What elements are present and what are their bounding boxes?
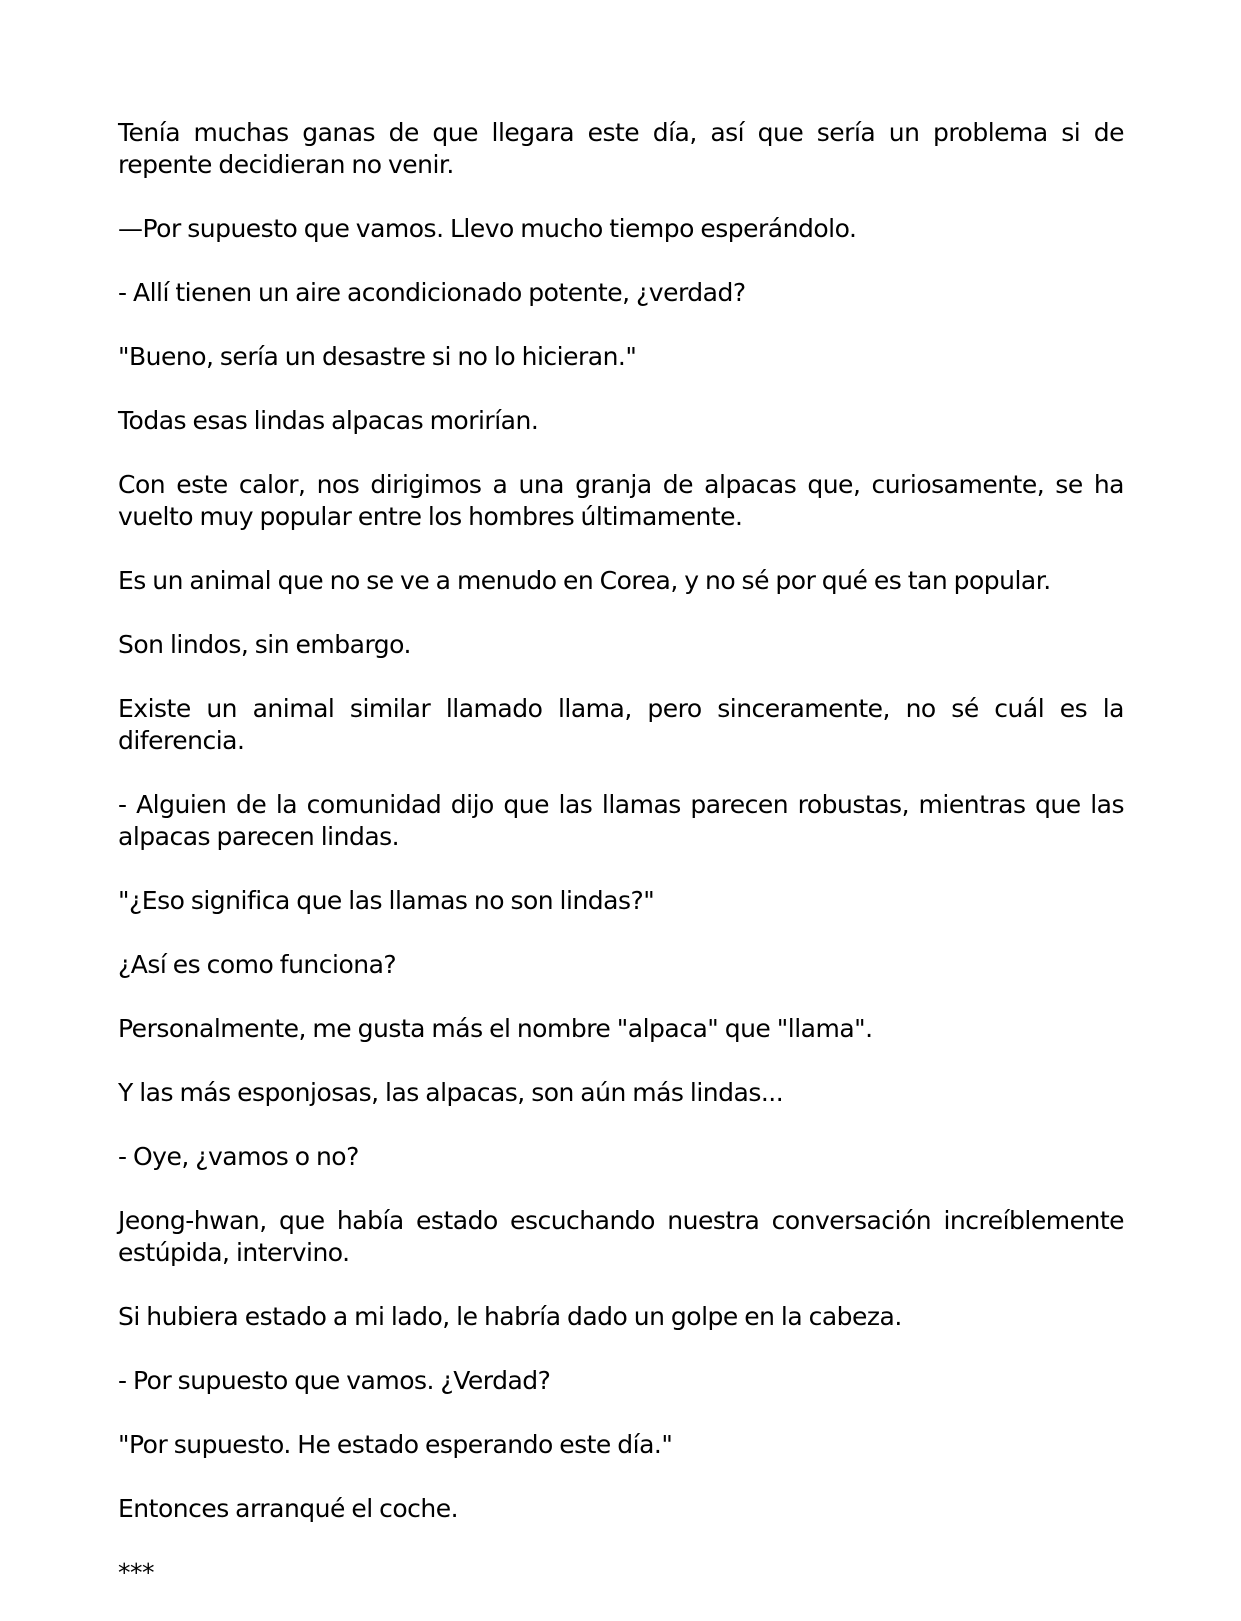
paragraph: - Por supuesto que vamos. ¿Verdad? [118,1366,551,1395]
paragraph: Todas esas lindas alpacas morirían. [118,406,539,435]
section-separator: *** [118,1558,154,1587]
paragraph: Son lindos, sin embargo. [118,630,411,659]
paragraph: - Oye, ¿vamos o no? [118,1142,359,1171]
paragraph: Es un animal que no se ve a menudo en Corea, y no sé por qué es tan popular. [118,566,1051,595]
paragraph: ¿Así es como funciona? [118,950,397,979]
paragraph: Existe un animal similar llamado llama, pero sinceramente, no sé cuál es la diferencia. [118,694,1124,755]
paragraph: Si hubiera estado a mi lado, le habría dado un golpe en la cabeza. [118,1302,902,1331]
paragraph: - Alguien de la comunidad dijo que las llamas parecen robustas, mientras que las alpacas parecen lindas. [118,790,1124,851]
paragraph: - Allí tienen un aire acondicionado potente, ¿verdad? [118,278,746,307]
paragraph: Con este calor, nos dirigimos a una granja de alpacas que, curiosamente, se ha vuelto muy popular entre los hombres últimamente. [118,470,1124,531]
paragraph: —Por supuesto que vamos. Llevo mucho tiempo esperándolo. [118,214,857,243]
paragraph: Jeong-hwan, que había estado escuchando nuestra conversación increíblemente estúpida, intervino. [118,1206,1124,1267]
paragraph: Tenía muchas ganas de que llegara este día, así que sería un problema si de repente decidieran no venir. [118,118,1124,179]
paragraph: Y las más esponjosas, las alpacas, son aún más lindas... [118,1078,784,1107]
paragraph: "Por supuesto. He estado esperando este día." [118,1430,673,1459]
document-body [118,117,1124,1621]
paragraph: "¿Eso significa que las llamas no son lindas?" [118,886,655,915]
paragraph: "Bueno, sería un desastre si no lo hicieran." [118,342,637,371]
paragraph: Entonces arranqué el coche. [118,1494,459,1523]
paragraph: Personalmente, me gusta más el nombre "alpaca" que "llama". [118,1014,873,1043]
